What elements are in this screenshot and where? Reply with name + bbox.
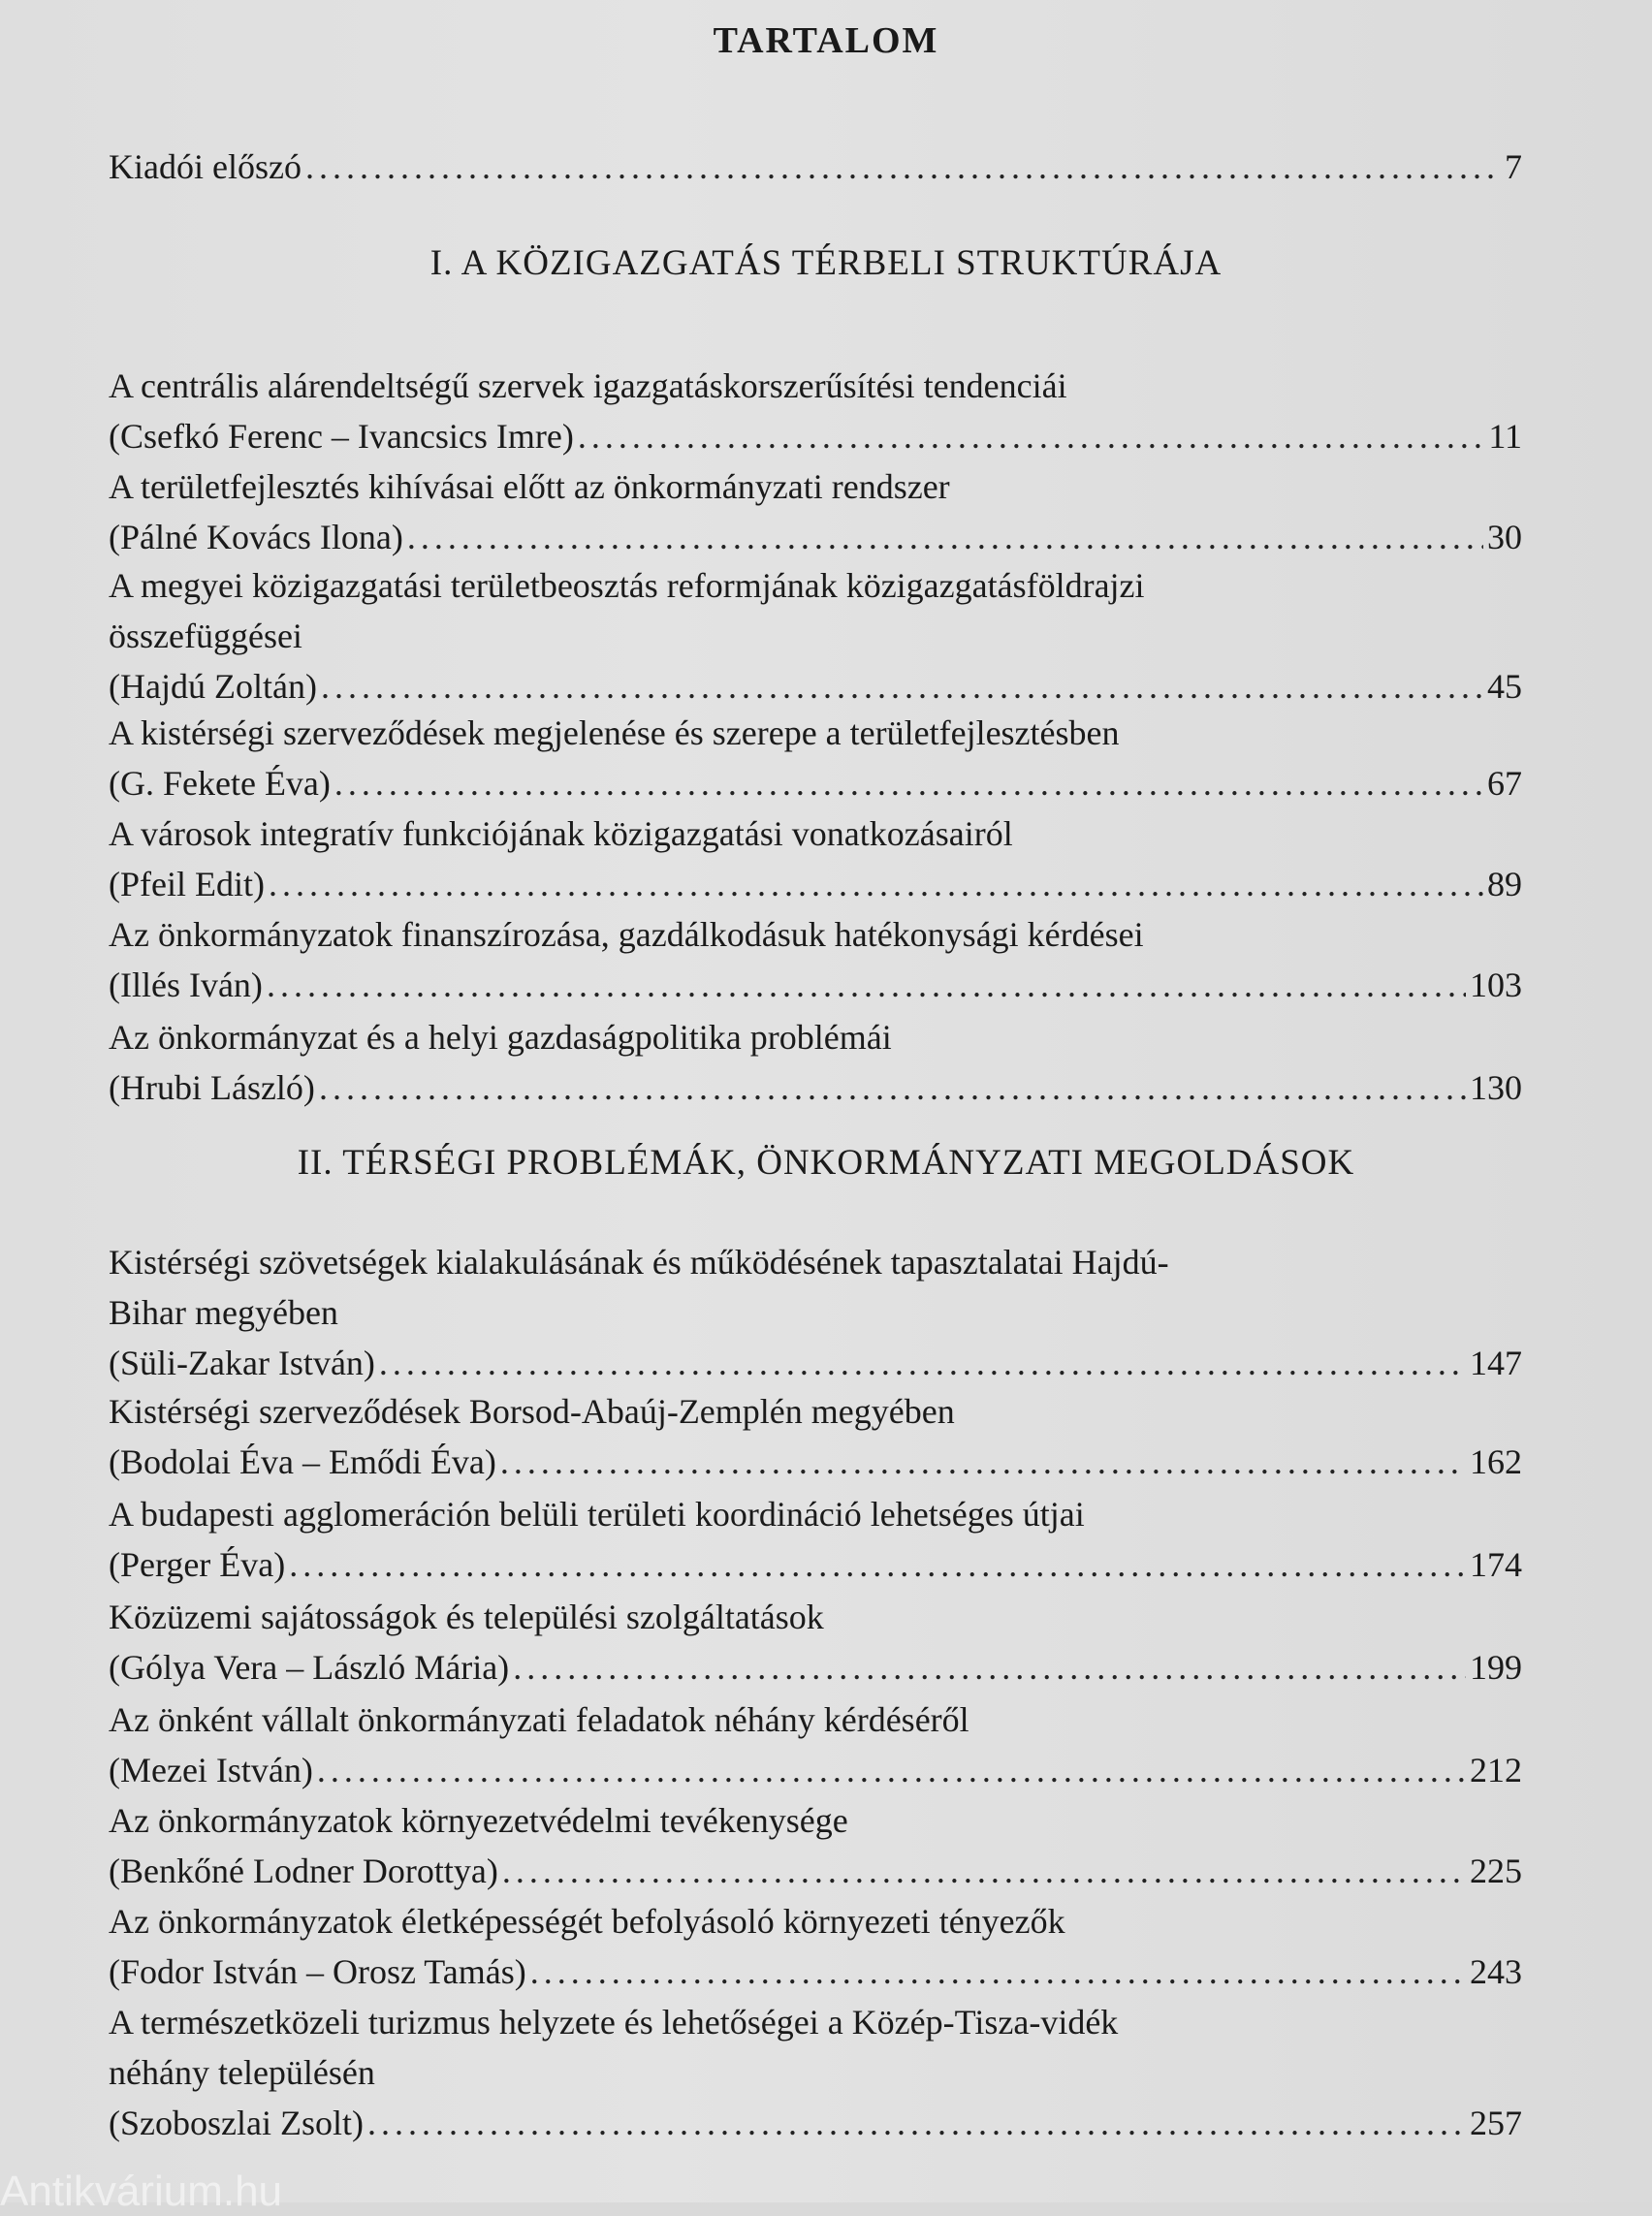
toc-entry-author: (Bodolai Éva – Emődi Éva) bbox=[109, 1442, 496, 1481]
toc-leader-line bbox=[109, 512, 1522, 562]
toc-entry bbox=[109, 708, 1522, 808]
toc-entry bbox=[109, 1795, 1522, 1896]
toc-entry-title: A budapesti agglomeráción belüli területi koordináció lehetséges útjai bbox=[109, 1495, 1085, 1534]
page-title: TARTALOM bbox=[713, 20, 939, 61]
toc-entry bbox=[109, 1237, 1522, 1388]
page-number: 67 bbox=[1487, 764, 1522, 803]
toc-leader-line bbox=[109, 1539, 1522, 1590]
page-number: 162 bbox=[1470, 1442, 1522, 1481]
dot-leader bbox=[500, 1437, 1466, 1487]
toc-entry-title: összefüggései bbox=[109, 617, 302, 655]
toc-entry-title: Az önként vállalt önkormányzati feladatok néhány kérdéséről bbox=[109, 1700, 969, 1739]
toc-entry-title: Bihar megyében bbox=[109, 1293, 338, 1332]
toc-entry-author: (Mezei István) bbox=[109, 1751, 313, 1789]
toc-entry-title: A megyei közigazgatási területbeosztás reformjának közigazgatásföldrajzi bbox=[109, 566, 1145, 605]
toc-entry-intro bbox=[109, 142, 1522, 192]
toc-leader-line bbox=[109, 1338, 1522, 1388]
toc-entry-title: Az önkormányzat és a helyi gazdaságpolitika problémái bbox=[109, 1018, 892, 1057]
toc-leader-line bbox=[109, 411, 1522, 461]
page-number: 212 bbox=[1470, 1751, 1522, 1789]
toc-entry-author: (Csefkó Ferenc – Ivancsics Imre) bbox=[109, 417, 574, 456]
dot-leader bbox=[317, 1745, 1466, 1795]
toc-entry bbox=[109, 909, 1522, 1010]
toc-entry-title: A városok integratív funkciójának közigazgatási vonatkozásairól bbox=[109, 814, 1013, 853]
toc-entry-title: Kiadói előszó bbox=[109, 147, 302, 186]
page-number: 257 bbox=[1470, 2104, 1522, 2142]
page-number: 7 bbox=[1505, 147, 1522, 186]
toc-entry-author: (Süli-Zakar István) bbox=[109, 1344, 375, 1382]
toc-leader-line bbox=[109, 758, 1522, 808]
dot-leader bbox=[305, 142, 1501, 192]
watermark: Antikvárium.hu bbox=[0, 2168, 283, 2215]
dot-leader bbox=[513, 1642, 1466, 1693]
page-number: 45 bbox=[1487, 667, 1522, 706]
dot-leader bbox=[530, 1947, 1466, 1997]
toc-entry bbox=[109, 1489, 1522, 1590]
toc-leader-line bbox=[109, 859, 1522, 909]
dot-leader bbox=[367, 2098, 1466, 2148]
toc-leader-line bbox=[109, 1947, 1522, 1997]
page-number: 147 bbox=[1470, 1344, 1522, 1382]
toc-entry-author: (Hrubi László) bbox=[109, 1068, 315, 1107]
toc-entry-title: A centrális alárendeltségű szervek igazgatáskorszerűsítési tendenciái bbox=[109, 366, 1067, 405]
dot-leader bbox=[289, 1539, 1466, 1590]
toc-entry-title: A kistérségi szerveződések megjelenése és szerepe a területfejlesztésben bbox=[109, 713, 1120, 752]
dot-leader bbox=[319, 1062, 1466, 1113]
toc-entry bbox=[109, 1592, 1522, 1693]
page-number: 30 bbox=[1487, 518, 1522, 556]
toc-entry bbox=[109, 560, 1522, 712]
dot-leader bbox=[321, 661, 1483, 712]
section-heading-2: II. TÉRSÉGI PROBLÉMÁK, ÖNKORMÁNYZATI MEGOLDÁSOK bbox=[297, 1143, 1355, 1183]
toc-entry-author: (Hajdú Zoltán) bbox=[109, 667, 317, 706]
toc-entry-title: Közüzemi sajátosságok és települési szolgáltatások bbox=[109, 1598, 824, 1636]
page-number: 89 bbox=[1487, 865, 1522, 903]
toc-entry-title: néhány településén bbox=[109, 2053, 375, 2092]
toc-entry-author: (Gólya Vera – László Mária) bbox=[109, 1648, 510, 1687]
toc-leader-line bbox=[109, 1745, 1522, 1795]
dot-leader bbox=[379, 1338, 1466, 1388]
toc-entry-author: (G. Fekete Éva) bbox=[109, 764, 331, 803]
toc-entry-title: A területfejlesztés kihívásai előtt az önkormányzati rendszer bbox=[109, 467, 950, 506]
toc-entry-title: Az önkormányzatok életképességét befolyásoló környezeti tényezők bbox=[109, 1902, 1065, 1941]
toc-entry-author: (Szoboszlai Zsolt) bbox=[109, 2104, 364, 2142]
toc-entry-author: (Perger Éva) bbox=[109, 1545, 286, 1584]
toc-entry-title: Kistérségi szövetségek kialakulásának és működésének tapasztalatai Hajdú- bbox=[109, 1243, 1169, 1282]
dot-leader bbox=[334, 758, 1483, 808]
page-number: 130 bbox=[1470, 1068, 1522, 1107]
toc-leader-line bbox=[109, 142, 1522, 192]
page-number: 199 bbox=[1470, 1648, 1522, 1687]
dot-leader bbox=[407, 512, 1483, 562]
toc-leader-line bbox=[109, 1846, 1522, 1896]
toc-entry bbox=[109, 1012, 1522, 1113]
page-number: 11 bbox=[1488, 417, 1522, 456]
toc-entry bbox=[109, 1694, 1522, 1795]
toc-leader-line bbox=[109, 1062, 1522, 1113]
dot-leader bbox=[578, 411, 1485, 461]
page-number: 174 bbox=[1470, 1545, 1522, 1584]
toc-entry-title: A természetközeli turizmus helyzete és lehetőségei a Közép-Tisza-vidék bbox=[109, 2003, 1119, 2042]
toc-entry-author: (Benkőné Lodner Dorottya) bbox=[109, 1852, 498, 1890]
dot-leader bbox=[502, 1846, 1466, 1896]
dot-leader bbox=[269, 859, 1483, 909]
toc-leader-line bbox=[109, 2098, 1522, 2148]
toc-leader-line bbox=[109, 1437, 1522, 1487]
toc-entry bbox=[109, 1896, 1522, 1997]
toc-entry-title: Az önkormányzatok finanszírozása, gazdálkodásuk hatékonysági kérdései bbox=[109, 915, 1144, 954]
toc-entry-author: (Pálné Kovács Ilona) bbox=[109, 518, 403, 556]
toc-leader-line bbox=[109, 661, 1522, 712]
toc-entry-author: (Pfeil Edit) bbox=[109, 865, 265, 903]
toc-entry bbox=[109, 1386, 1522, 1487]
toc-entry bbox=[109, 361, 1522, 461]
page-number: 225 bbox=[1470, 1852, 1522, 1890]
page-number: 103 bbox=[1470, 966, 1522, 1004]
toc-entry-author: (Illés Iván) bbox=[109, 966, 263, 1004]
toc-entry-author: (Fodor István – Orosz Tamás) bbox=[109, 1952, 526, 1991]
toc-entry bbox=[109, 461, 1522, 562]
page-number: 243 bbox=[1470, 1952, 1522, 1991]
toc-entry bbox=[109, 1997, 1522, 2148]
toc-entry bbox=[109, 808, 1522, 909]
toc-entry-title: Az önkormányzatok környezetvédelmi tevékenysége bbox=[109, 1801, 848, 1840]
toc-entry-title: Kistérségi szerveződések Borsod-Abaúj-Zemplén megyében bbox=[109, 1392, 955, 1431]
section-heading-1: I. A KÖZIGAZGATÁS TÉRBELI STRUKTÚRÁJA bbox=[429, 243, 1223, 283]
toc-leader-line bbox=[109, 1642, 1522, 1693]
toc-leader-line bbox=[109, 960, 1522, 1010]
dot-leader bbox=[267, 960, 1466, 1010]
